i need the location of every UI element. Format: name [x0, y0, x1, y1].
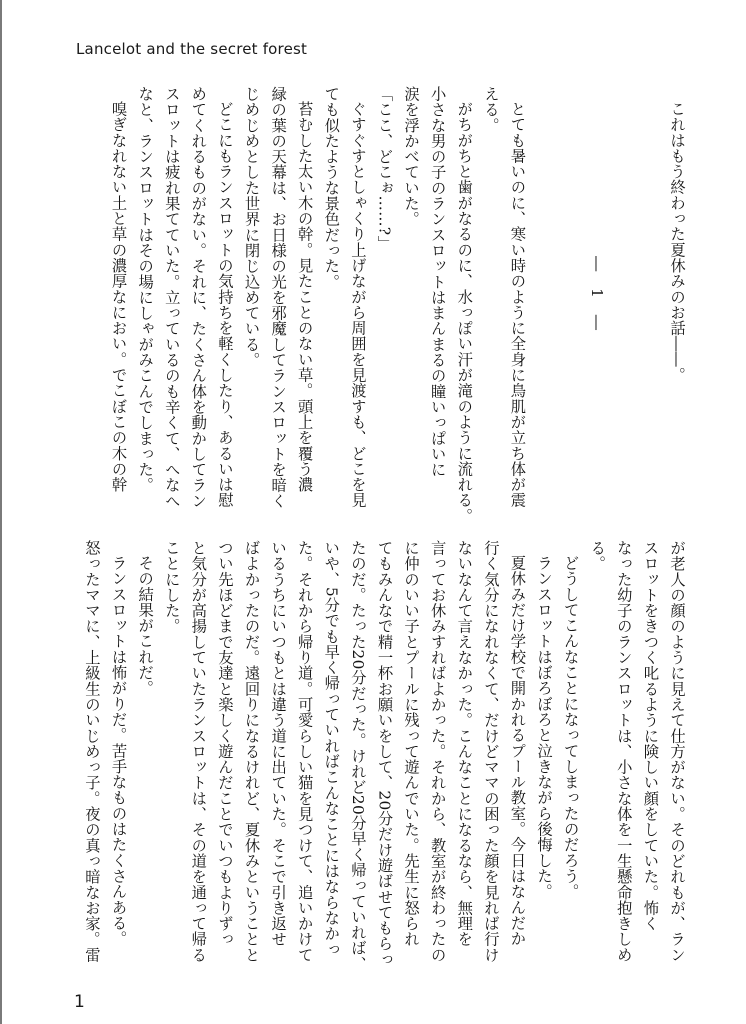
text-line: スロットは疲れ果てていた。立っているのも辛くて、へなへ [162, 86, 181, 509]
text-line: なと、ランスロットはその場にしゃがみこんでしまった。 [136, 86, 155, 493]
text-line: これはもう終わった夏休みのお話――。 [668, 101, 686, 383]
text-line: る。 [588, 540, 607, 572]
text-line: その結果がこれだ。 [136, 555, 155, 697]
text-line: 夏休みだけ学校で開かれるプール教室。今日はなんだか [508, 555, 527, 947]
upper-text-block [90, 86, 690, 526]
text-line: ないなんて言えなかった。こんなことになるなら、無理を [455, 540, 474, 947]
text-line: めてくれるものがない。それに、たくさん体を動かしてラン [189, 86, 208, 509]
text-line: 涙を浮かべていた。 [402, 86, 421, 227]
text-line: とても暑いのに、寒い時のように全身に鳥肌が立ち体が震 [508, 101, 527, 509]
text-line: 「ここ、どこぉ……?」 [375, 86, 394, 252]
text-line: た。それから帰り道。可愛らしい猫を見つけて、追いかけて [295, 540, 314, 963]
text-line: たのだ。たった20分だった。けれど20分早く帰っていれば、 [348, 540, 367, 972]
text-line: 言ってお休みすればよかった。それから、教室が終わったの [428, 540, 447, 963]
text-line: が老人の顔のように見えて仕方がない。そのどれもが、ラン [668, 540, 686, 963]
text-line: がちがちと歯がなるのに、水っぽい汗が滝のように流れる。 [455, 101, 474, 524]
page-left-edge [0, 0, 2, 1024]
blank-line [637, 86, 664, 526]
page-number: 1 [74, 992, 85, 1012]
text-line: える。 [481, 86, 500, 133]
text-line: どこにもランスロットの気持ちを軽くしたり、あるいは慰 [215, 101, 234, 509]
text-line: なった幼子のランスロットは、小さな体を一生懸命抱きしめ [614, 540, 633, 963]
blank-line [610, 86, 637, 526]
text-line: に仲のいい子とプールに残って遊んでいた。先生に怒られ [402, 540, 421, 947]
text-line: ばよかったのだ。遠回りになるけれど、夏休みということと [242, 540, 261, 963]
text-line: 嗅ぎなれない土と草の濃厚なにおい。でこぼこの木の幹 [109, 101, 128, 493]
text-line: いや、5分でも早く帰っていればこんなことにはならなかっ [322, 540, 341, 957]
text-line: 行く気分になれなくて、だけどママの困った顔を見れば行け [481, 540, 500, 963]
text-line: じめじめとした世界に閉じ込めている。 [242, 86, 261, 368]
running-header: Lancelot and the secret forest [76, 40, 308, 58]
text-line: ランスロットは怖がりだ。苦手なものはたくさんある。 [109, 555, 128, 947]
text-line: と気分が高揚していたランスロットは、その道を通って帰る [189, 540, 208, 963]
text-line: 苔むした太い木の幹。見たことのない草。頭上を覆う濃 [295, 101, 314, 493]
text-line: ても似たような景色だった。 [322, 86, 341, 290]
text-line: ランスロットはぼろぼろと泣きながら後悔した。 [535, 555, 554, 900]
text-line: 緑の葉の天幕は、お日様の光を邪魔してランスロットを暗く [269, 86, 288, 509]
text-line: スロットをきつく叱るように険しい顔をしていた。怖く [641, 540, 660, 932]
text-line: いるうちにいつもとは違う道に出ていた。そこで引き返せ [269, 540, 288, 947]
text-line: 怒ったママに、上級生のいじめっ子。夜の真っ暗なお家。雷 [82, 540, 101, 963]
text-line: どうしてこんなことになってしまったのだろう。 [561, 555, 580, 900]
text-line: ことにした。 [162, 540, 181, 634]
blank-line [530, 86, 557, 526]
text-line: ぐすぐすとしゃくり上げながら周囲を見渡すも、どこを見 [348, 101, 367, 509]
chapter-heading: ― 1 ― [588, 256, 607, 337]
text-line: てもみんなで精一杯お願いをして、20分だけ遊ばせてもらっ [375, 540, 394, 968]
lower-text-block [82, 540, 690, 984]
text-line: 小さな男の子のランスロットはまんまるの瞳いっぱいに [428, 86, 447, 478]
text-line: つい先ほどまで友達と楽しく遊んだことでいつもよりずっ [215, 540, 234, 947]
blank-line [557, 86, 584, 526]
